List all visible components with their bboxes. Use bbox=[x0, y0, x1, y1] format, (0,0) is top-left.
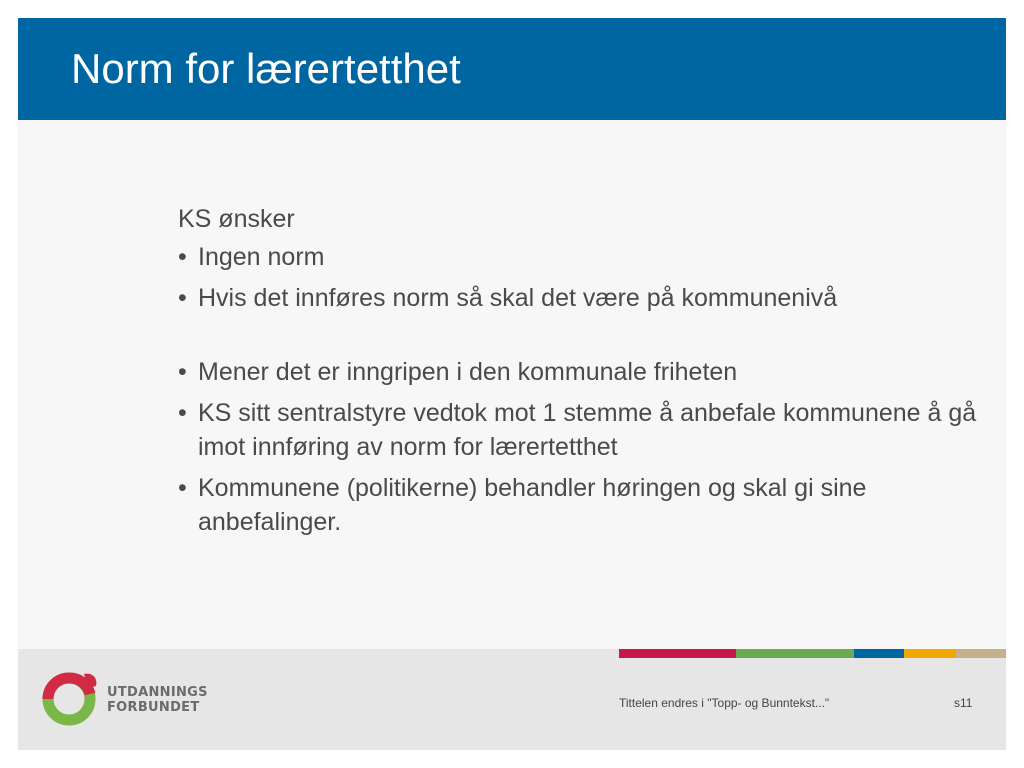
slide bbox=[18, 18, 1006, 750]
logo-line-2: FORBUNDET bbox=[107, 700, 200, 715]
slide-number: s11 bbox=[954, 696, 973, 710]
logo-wordmark bbox=[107, 685, 208, 715]
intro-text: KS ønsker bbox=[178, 205, 295, 233]
color-stripe-tan bbox=[956, 649, 1006, 658]
bullet-item: • KS sitt sentralstyre vedtok mot 1 stemme å anbefale kommunene å gå imot innføring av norm for lærertetthet bbox=[178, 396, 978, 464]
slide-content bbox=[178, 202, 978, 546]
footer bbox=[18, 649, 1006, 750]
utdanningsforbundet-logo-icon bbox=[38, 666, 100, 728]
color-stripe-red bbox=[619, 649, 736, 658]
bullet-item: • Kommunene (politikerne) behandler høringen og skal gi sine anbefalinger. bbox=[178, 471, 978, 539]
color-stripe-green bbox=[736, 649, 854, 658]
bullet-item: • Mener det er inngripen i den kommunale friheten bbox=[178, 355, 978, 389]
footer-text: Tittelen endres i "Topp- og Bunntekst..." bbox=[619, 696, 830, 710]
title-bar bbox=[18, 18, 1006, 120]
bullet-list bbox=[178, 240, 978, 539]
bullet-item: • Hvis det innføres norm så skal det være på kommunenivå bbox=[178, 281, 978, 315]
slide-title: Norm for lærertetthet bbox=[71, 45, 461, 92]
bullet-item: • Ingen norm bbox=[178, 240, 978, 274]
logo-line-1: UTDANNINGS bbox=[107, 685, 208, 700]
color-stripe-yellow bbox=[904, 649, 956, 658]
color-stripe-blue bbox=[854, 649, 904, 658]
